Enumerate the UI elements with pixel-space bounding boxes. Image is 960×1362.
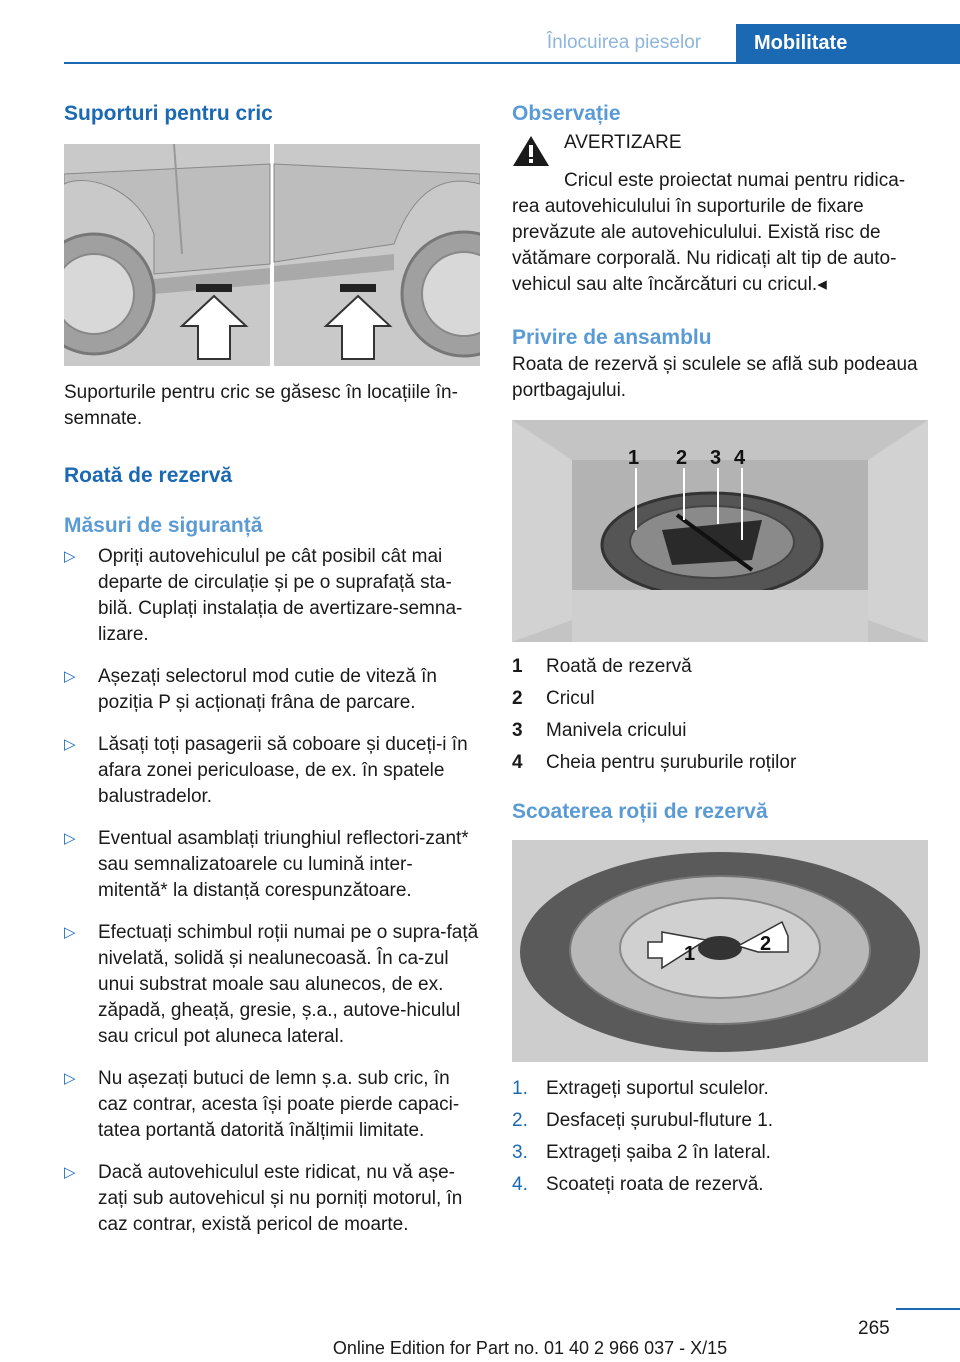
step-number: 2. [512, 1110, 528, 1131]
triangle-bullet-icon: ▷ [64, 736, 76, 753]
step-text: Extrageți suportul sculelor. [546, 1078, 769, 1099]
note-heading: Observație [512, 102, 621, 125]
safety-item-text: Nu așezați butuci de lemn ș.a. sub cric, în caz contrar, acesta își poate pierde capaci-tatea portantă datorită înălțimii limitate. [98, 1068, 460, 1141]
list-item [512, 1140, 932, 1166]
legend-number: 4 [512, 752, 523, 773]
triangle-bullet-icon: ▷ [64, 548, 76, 565]
legend-number: 2 [512, 688, 523, 709]
wheel-label-1: 1 [684, 943, 696, 965]
spare-wheel-heading: Roată de rezervă [64, 464, 233, 487]
legend-text: Roată de rezervă [546, 656, 692, 677]
warning-triangle-icon [512, 134, 550, 168]
list-item [64, 920, 480, 1050]
footer-rule [896, 1308, 960, 1310]
safety-item-text: Dacă autovehiculul este ridicat, nu vă așe-zați sub autovehicul și nu porniți motorul, în caz contrar, există pericol de moarte. [98, 1162, 463, 1235]
list-item [512, 1108, 932, 1134]
left-column [64, 100, 480, 1254]
trunk-figure [512, 420, 928, 642]
jack-points-illustration [64, 144, 480, 366]
list-item [64, 1160, 480, 1238]
trunk-label-1: 1 [628, 447, 640, 469]
trunk-illustration [512, 420, 928, 642]
step-number: 4. [512, 1174, 528, 1195]
triangle-bullet-icon: ▷ [64, 1070, 76, 1087]
list-item [512, 718, 932, 744]
triangle-bullet-icon: ▷ [64, 830, 76, 847]
trunk-label-3: 3 [710, 447, 722, 469]
triangle-bullet-icon: ▷ [64, 924, 76, 941]
list-item [512, 686, 932, 712]
spare-wheel-illustration [512, 840, 928, 1062]
list-item [512, 1076, 932, 1102]
step-number: 3. [512, 1142, 528, 1163]
removal-heading: Scoaterea roții de rezervă [512, 800, 768, 823]
jack-points-heading: Suporturi pentru cric [64, 102, 273, 125]
safety-item-text: Așezați selectorul mod cutie de viteză în poziția P și acționați frâna de parcare. [98, 666, 438, 713]
safety-item-text: Lăsați toți pasagerii să coboare și duceți-i în afara zonei periculoase, de ex. în spatele balustradelor. [98, 734, 468, 807]
legend-text: Cheia pentru șuruburile roților [546, 752, 797, 773]
legend-text: Cricul [546, 688, 595, 709]
spare-wheel-figure [512, 840, 928, 1062]
running-header-section: Înlocuirea pieselor [546, 32, 702, 53]
safety-heading: Măsuri de siguranță [64, 514, 263, 537]
legend-text: Manivela cricului [546, 720, 687, 741]
removal-steps [512, 1076, 932, 1198]
safety-list [64, 544, 480, 1238]
legend-number: 3 [512, 720, 523, 741]
trunk-label-2: 2 [676, 447, 688, 469]
jack-points-figure [64, 144, 480, 366]
triangle-bullet-icon: ▷ [64, 668, 76, 685]
list-item [512, 750, 932, 776]
warning-block [512, 130, 932, 168]
step-text: Extrageți șaiba 2 în lateral. [546, 1142, 771, 1163]
wheel-label-2: 2 [760, 933, 772, 955]
safety-item-text: Efectuați schimbul roții numai pe o supra-față nivelată, solidă și nealunecoasă. În ca-zul unui substrat moale sau alunecos, de ex. zăpadă, gheață, gresie, ș.a., autove-hiculul sau cricul pot aluneca lateral. [98, 922, 479, 1047]
list-item [64, 1066, 480, 1144]
trunk-legend [512, 654, 932, 776]
overview-heading: Privire de ansamblu [512, 326, 712, 349]
list-item [512, 654, 932, 680]
header-rule [64, 62, 960, 64]
warning-text: Cricul este proiectat numai pentru ridica-rea autovehiculului în suporturile de fixare prevăzute ale autovehiculului. Există risc de vătămare corporală. Nu ridicați alt tip de auto-vehicul sau alte încărcături cu cricul.◂ [512, 170, 906, 295]
list-item [64, 732, 480, 810]
safety-item-text: Eventual asamblați triunghiul reflectori-zant* sau semnalizatoarele cu lumină inter-mitentă* la distanță corespunzătoare. [98, 828, 469, 901]
right-column [512, 100, 932, 1204]
warning-label: AVERTIZARE [564, 132, 682, 153]
step-text: Desfaceți șurubul-fluture 1. [546, 1110, 774, 1131]
edition-footer: Online Edition for Part no. 01 40 2 966 037 - X/15 [332, 1338, 728, 1358]
trunk-label-4: 4 [734, 447, 746, 469]
safety-item-text: Opriți autovehiculul pe cât posibil cât mai departe de circulație și pe o suprafață sta-bilă. Cuplați instalația de avertizare-semna-lizare. [98, 546, 463, 645]
list-item [512, 1172, 932, 1198]
legend-number: 1 [512, 656, 523, 677]
running-header-chapter: Mobilitate [736, 24, 960, 64]
step-number: 1. [512, 1078, 528, 1099]
step-text: Scoateți roata de rezervă. [546, 1174, 764, 1195]
page-number: 265 [858, 1318, 890, 1339]
jack-points-caption: Suporturile pentru cric se găsesc în locațiile în-semnate. [64, 382, 458, 429]
list-item [64, 826, 480, 904]
list-item [64, 664, 480, 716]
list-item [64, 544, 480, 648]
triangle-bullet-icon: ▷ [64, 1164, 76, 1181]
overview-text: Roata de rezervă și sculele se află sub podeaua portbagajului. [512, 354, 918, 401]
